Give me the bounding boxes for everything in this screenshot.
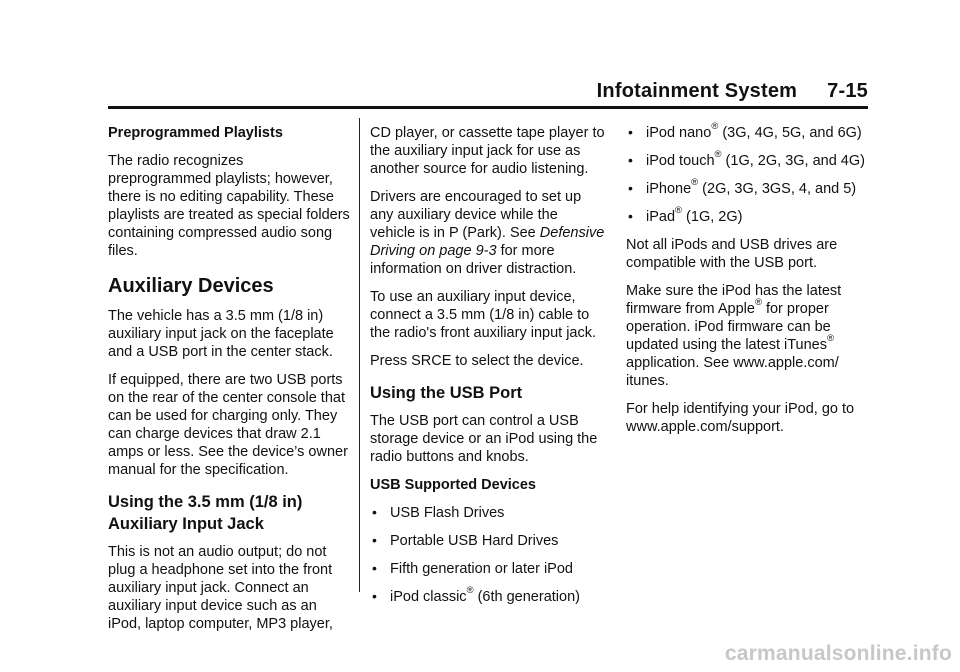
column-divider xyxy=(359,118,360,592)
watermark-text: carmanualsonline.info xyxy=(724,642,952,665)
section-title: Infotainment System xyxy=(596,80,798,102)
list-item xyxy=(370,504,606,522)
auxiliary-devices-text-2: If equipped, there are two USB ports on the rear of the center console that can be used for charging only. They can charge devices that draw 2.1 amps or less. See the device’s owner manual for the specification. xyxy=(108,372,348,478)
defensive-driving-reference: Defensive Driving on page 9-3 xyxy=(370,225,605,259)
preprogrammed-playlists-heading: Preprogrammed Playlists xyxy=(108,125,283,141)
firmware-text: Make sure the iPod has the latest firmware from Apple xyxy=(626,283,842,317)
registered-mark: ® xyxy=(827,333,834,345)
auxiliary-devices-heading: Auxiliary Devices xyxy=(108,275,274,297)
list-item xyxy=(370,532,606,550)
bullet-icon: • xyxy=(372,532,377,548)
bullet-icon: • xyxy=(628,208,633,224)
device-label: USB Flash Drives xyxy=(390,505,505,521)
drivers-text-post: for more information on driver distraction. xyxy=(370,243,577,277)
device-suffix: (6th generation) xyxy=(473,589,580,605)
list-item xyxy=(626,121,872,142)
aux-jack-text: This is not an audio output; do not plug a headphone set into the front auxiliary input jack. Connect an auxiliary input device such as an iPod, laptop computer, MP3 player, xyxy=(108,544,333,632)
column-left xyxy=(108,124,350,643)
registered-mark: ® xyxy=(754,297,762,309)
compatibility-text: Not all iPods and USB drives are compatible with the USB port. xyxy=(626,237,838,271)
registered-mark: ® xyxy=(714,149,722,161)
press-srce-text: Press SRCE to select the device. xyxy=(370,353,584,369)
device-label: iPhone xyxy=(646,181,692,197)
usb-port-text: The USB port can control a USB storage device or an iPod using the radio buttons and knobs. xyxy=(370,413,598,465)
device-label: iPod nano xyxy=(646,125,712,141)
bullet-icon: • xyxy=(628,152,633,168)
drivers-text: Drivers are encouraged to set up any auxiliary device while the vehicle is in P (Park). See xyxy=(370,189,582,241)
use-aux-text: To use an auxiliary input device, connect a 3.5 mm (1/8 in) cable to the radio's front auxiliary input jack. xyxy=(370,289,597,341)
preprogrammed-playlists-text: The radio recognizes preprogrammed playlists; however, there is no editing capability. These playlists are treated as special folders containing compressed audio song files. xyxy=(108,153,350,259)
bullet-icon: • xyxy=(628,180,633,196)
firmware-text-mid: for proper operation. iPod firmware can be updated using the latest iTunes xyxy=(626,301,831,353)
device-suffix: (2G, 3G, 3GS, 4, and 5) xyxy=(698,181,857,197)
list-item xyxy=(370,585,606,606)
aux-jack-heading: Using the 3.5 mm (1/8 in) Auxiliary Input Jack xyxy=(108,493,303,533)
device-label: iPod touch xyxy=(646,153,715,169)
usb-supported-heading: USB Supported Devices xyxy=(370,477,536,493)
page-number: 7-15 xyxy=(827,80,868,102)
registered-mark: ® xyxy=(691,177,699,189)
device-label: Fifth generation or later iPod xyxy=(390,561,573,577)
device-label: iPad xyxy=(646,209,676,225)
registered-mark: ® xyxy=(711,121,719,133)
bullet-icon: • xyxy=(372,588,377,604)
auxiliary-devices-text-1: The vehicle has a 3.5 mm (1/8 in) auxiliary input jack on the faceplate and a USB port in the center stack. xyxy=(108,308,334,360)
bullet-icon: • xyxy=(628,124,633,140)
header-rule xyxy=(108,106,868,109)
list-item xyxy=(626,177,872,198)
firmware-text-post: application. See www.apple.com/ itunes. xyxy=(626,355,839,389)
column-middle xyxy=(370,124,606,616)
aux-continued-text: CD player, or cassette tape player to the auxiliary input jack for use as another source for audio listening. xyxy=(370,125,605,177)
registered-mark: ® xyxy=(466,585,474,597)
registered-mark: ® xyxy=(675,205,683,217)
device-label: Portable USB Hard Drives xyxy=(390,533,559,549)
help-text: For help identifying your iPod, go to www.apple.com/support. xyxy=(626,401,855,435)
device-suffix: (1G, 2G) xyxy=(682,209,743,225)
list-item xyxy=(626,149,872,170)
column-right xyxy=(626,121,872,446)
list-item xyxy=(370,560,606,578)
device-suffix: (3G, 4G, 5G, and 6G) xyxy=(718,125,862,141)
device-suffix: (1G, 2G, 3G, and 4G) xyxy=(721,153,865,169)
bullet-icon: • xyxy=(372,560,377,576)
drivers-paragraph xyxy=(370,188,606,278)
usb-port-heading: Using the USB Port xyxy=(370,384,523,402)
firmware-paragraph xyxy=(626,282,872,390)
device-label: iPod classic xyxy=(390,589,467,605)
bullet-icon: • xyxy=(372,504,377,520)
page-header xyxy=(597,80,868,103)
list-item xyxy=(626,205,872,226)
